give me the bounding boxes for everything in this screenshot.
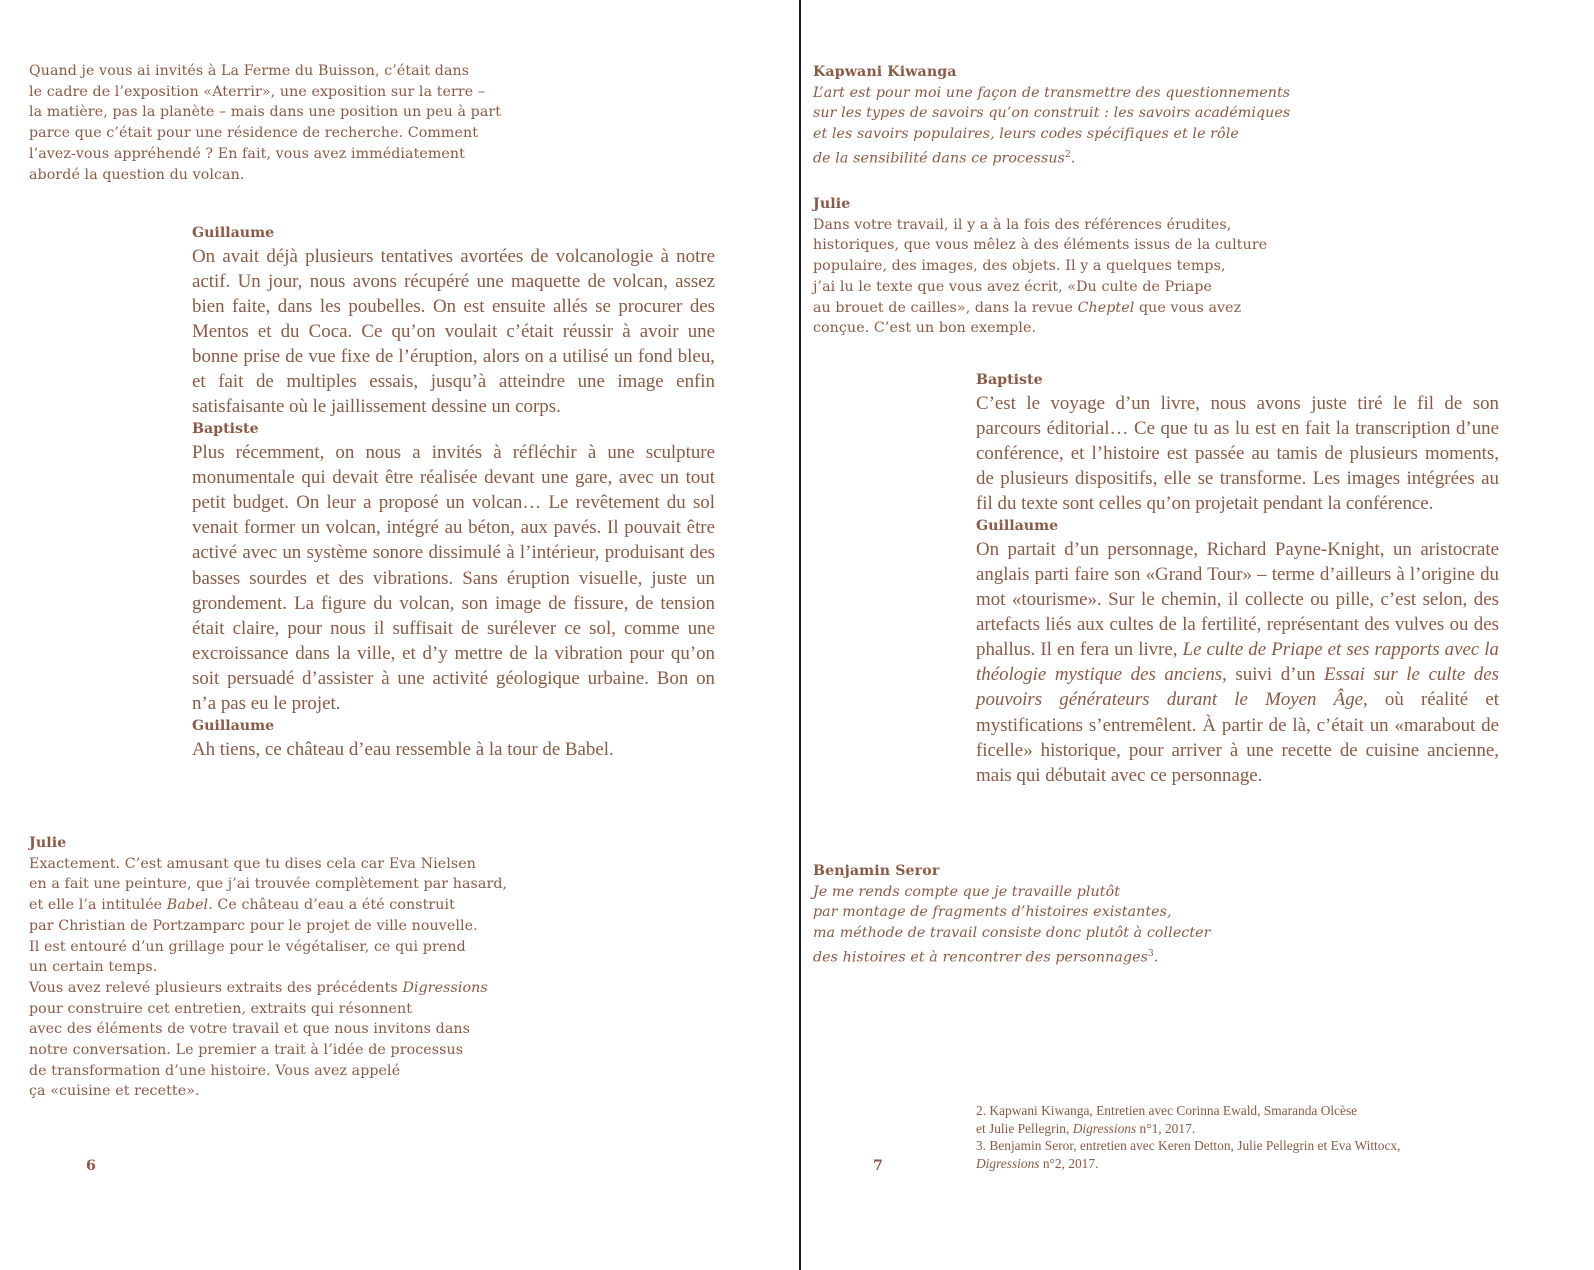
question-line: Vous avez relevé plusieurs extraits des précédents Digressions [29, 979, 488, 996]
speaker-name: Kapwani Kiwanga [813, 64, 957, 80]
quote-line: sur les types de savoirs qu’on construit : les savoirs académiques [813, 105, 1291, 122]
footnotes [976, 1102, 1400, 1172]
speaker-name: Benjamin Seror [813, 863, 940, 879]
right-page [802, 0, 1594, 1270]
intro-line: le cadre de l’exposition «Aterrir», une exposition sur la terre – [29, 83, 486, 100]
quote-line: de la sensibilité dans ce processus$^2$. [813, 149, 1076, 167]
question-line: au brouet de cailles», dans la revue Cheptel que vous avez [813, 299, 1242, 316]
speaker-name: Baptiste [976, 372, 1043, 388]
dialogue-block [976, 370, 1499, 788]
footnote-line: Digressions n°2, 2017. [976, 1155, 1099, 1171]
intro-question [29, 61, 501, 185]
book-title: Le culte de Priape et ses rapports avec la théologie mystique des anciens, [976, 639, 1499, 686]
seror-quote [813, 861, 1211, 968]
intro-line: la matière, pas la planète – mais dans une position un peu à part [29, 104, 502, 121]
dialogue-text: On avait déjà plusieurs tentatives avortées de volcanologie à notre actif. Un jour, nous avons récupéré une maquette de volcan, assez bien faite, dans les poubelles. On est ensuite allés se procurer des Mentos et du Coca. Ce qu’on voulait c’était réussir à avoir une bonne prise de vue fixe de l’éruption, alors on a utilisé un fond bleu, et fait de multiples essais, jusqu’à atteindre une image enfin satisfaisante où le jaillissement dessine un corps. [192, 245, 715, 418]
speaker-name: Julie [813, 196, 851, 212]
julie-question [29, 833, 507, 1102]
book-title: Essai sur le culte des pouvoirs générateurs durant le Moyen Âge [976, 664, 1499, 711]
speaker-name: Guillaume [192, 225, 275, 241]
footnote-ref: 2 [1064, 149, 1071, 160]
question-line: historiques, que vous mêlez à des éléments issus de la culture [813, 237, 1268, 254]
question-line: et elle l’a intitulée Babel. Ce château d’eau a été construit [29, 897, 455, 914]
speaker-name: Guillaume [192, 718, 275, 735]
question-line: un certain temps. [29, 959, 158, 976]
footnote-line: 3. Benjamin Seror, entretien avec Keren Detton, Julie Pellegrin et Eva Wittocx, [976, 1138, 1401, 1153]
question-line: j’ai lu le texte que vous avez écrit, «Du culte de Priape [813, 278, 1213, 295]
dialogue-text: On partait d’un personnage, Richard Payne-Knight, un aristocrate anglais parti faire son «Grand Tour» – terme d’ailleurs à l’origine du mot «tourisme». Sur le chemin, il collecte ou pille, c’est selon, des artefacts liés aux cultes de la fertilité, représentant des vulves ou des phallus. Il en fera un livre, Le culte de Priape et ses rapports avec la théologie mystique des anciens, suivi d’un Essai sur le culte des pouvoirs générateurs durant le Moyen Âge, où réalité et mystifications s’entremêlent. À partir de là, c’était un «marabout de ficelle» historique, pour arriver à une recette de cuisine ancienne, mais qui débutait avec ce personnage. [976, 538, 1500, 786]
quote-line: et les savoirs populaires, leurs codes spécifiques et le rôle [813, 126, 1239, 143]
footnote-line: 2. Kapwani Kiwanga, Entretien avec Corinna Ewald, Smaranda Olcèse [976, 1103, 1358, 1118]
question-line: Il est entouré d’un grillage pour le végétaliser, ce qui prend [29, 938, 466, 955]
intro-line: abordé la question du volcan. [29, 166, 245, 183]
question-line: de transformation d’une histoire. Vous avez appelé [29, 1062, 401, 1079]
question-line: conçue. C’est un bon exemple. [813, 320, 1037, 337]
question-line: pour construire cet entretien, extraits qui résonnent [29, 1000, 413, 1017]
page-number: 7 [873, 1158, 883, 1174]
quote-line: ma méthode de travail consiste donc plutôt à collecter [813, 925, 1211, 942]
intro-line: Quand je vous ai invités à La Ferme du Buisson, c’était dans [29, 63, 470, 79]
intro-line: l’avez-vous appréhendé ? En fait, vous avez immédiatement [29, 145, 465, 162]
quote-line: Je me rends compte que je travaille plutôt [813, 883, 1121, 900]
footnote-ref: 3 [1148, 948, 1154, 959]
intro-line: parce que c’était pour une résidence de recherche. Comment [29, 125, 479, 142]
footnote-line: et Julie Pellegrin, Digressions n°1, 2017. [976, 1120, 1196, 1136]
speaker-name: Julie [29, 835, 67, 851]
question-line: par Christian de Portzamparc pour le projet de ville nouvelle. [29, 917, 478, 934]
question-line: en a fait une peinture, que j’ai trouvée complètement par hasard, [29, 876, 508, 893]
quote-line: L’art est pour moi une façon de transmettre des questionnements [813, 84, 1291, 101]
page-number: 6 [86, 1158, 96, 1174]
question-line: avec des éléments de votre travail et que nous invitons dans [29, 1021, 471, 1038]
publication-title: Digressions [402, 979, 488, 996]
dialogue-text: C’est le voyage d’un livre, nous avons juste tiré le fil de son parcours éditorial… Ce que tu as lu est en fait la transcription d’une conférence, et l’histoire est passée au tamis de plusieurs moments, de plusieurs dispositifs, elle se transforme. Les images intégrées au fil du texte sont celles qu’on projetait pendant la conférence. [976, 392, 1499, 515]
quote-line: par montage de fragments d’histoires existantes, [813, 904, 1172, 921]
question-line: Exactement. C’est amusant que tu dises cela car Eva Nielsen [29, 855, 477, 872]
question-line: populaire, des images, des objets. Il y a quelques temps, [813, 258, 1226, 275]
dialogue-text: Ah tiens, ce château d’eau ressemble à la tour de Babel. [192, 738, 614, 760]
question-line: Dans votre travail, il y a à la fois des références érudites, [813, 216, 1232, 233]
speaker-name: Baptiste [192, 421, 259, 438]
kiwanga-quote [813, 62, 1290, 169]
publication-title: Cheptel [1077, 299, 1135, 316]
question-line: ça «cuisine et recette». [29, 1083, 200, 1100]
dialogue-block [192, 223, 715, 762]
artwork-title: Babel [166, 897, 209, 914]
speaker-name: Guillaume [976, 518, 1059, 535]
quote-line: des histoires et à rencontrer des personnages$^3$. [813, 948, 1159, 966]
dialogue-text: Plus récemment, on nous a invités à réfléchir à une sculpture monumentale qui devait être réalisée devant une gare, avec un tout petit budget. On leur a proposé un volcan… Le revêtement du sol venait former un volcan, intégré au béton, aux pavés. Il pouvait être activé avec un système sonore dissimulé à l’intérieur, produisant des basses sourdes et des vibrations. Sans éruption visuelle, juste un grondement. La figure du volcan, son image de fissure, de tension était claire, pour nous il suffisait de surélever ce sol, comme une excroissance dans la ville, et d’y mettre de la vibration pour qu’on soit persuadé d’assister à une activité géologique urbaine. Bon on n’a pas eu le projet. [192, 442, 715, 714]
julie-question [813, 194, 1267, 339]
question-line: notre conversation. Le premier a trait à l’idée de processus [29, 1042, 464, 1059]
